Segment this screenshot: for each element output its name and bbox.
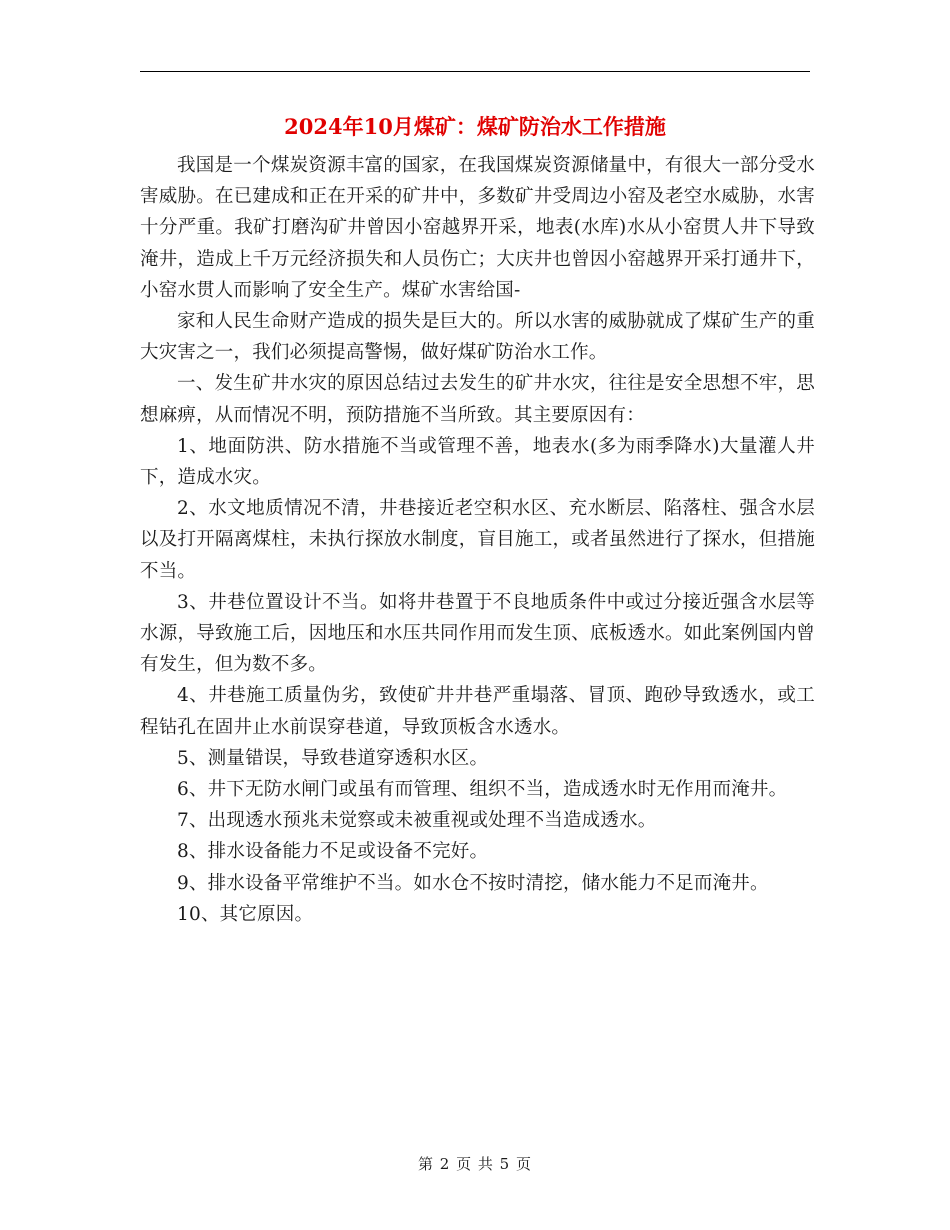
paragraph-intro-continued: 家和人民生命财产造成的损失是巨大的。所以水害的威胁就成了煤矿生产的重大灾害之一，我们必须提高警惕，做好煤矿防治水工作。 — [140, 311, 815, 364]
list-item-7: 7、出现透水预兆未觉察或未被重视或处理不当造成透水。 — [177, 810, 657, 832]
document-title: 2024年10月煤矿：煤矿防治水工作措施 — [284, 114, 666, 139]
list-item-2: 2、水文地质情况不清，井巷接近老空积水区、充水断层、陷落柱、强含水层以及打开隔离煤柱，未执行探放水制度，盲目施工，或者虽然进行了探水，但措施不当。 — [140, 498, 815, 582]
list-item-1: 1、地面防洪、防水措施不当或管理不善，地表水(多为雨季降水)大量灌人井下，造成水灾。 — [140, 435, 815, 489]
list-item-10: 10、其它原因。 — [177, 903, 314, 925]
header-rule — [140, 71, 810, 72]
list-item-5: 5、测量错误，导致巷道穿透积水区。 — [177, 747, 489, 769]
list-item-9: 9、排水设备平常维护不当。如水仓不按时清挖，储水能力不足而淹井。 — [177, 872, 769, 894]
list-item-6: 6、井下无防水闸门或虽有而管理、组织不当，造成透水时无作用而淹井。 — [177, 779, 788, 801]
paragraph-section-1: 一、发生矿井水灾的原因总结过去发生的矿井水灾，往往是安全思想不牢，思想麻痹，从而情况不明，预防措施不当所致。其主要原因有： — [140, 373, 815, 426]
document-body — [140, 150, 815, 930]
list-item-3: 3、井巷位置设计不当。如将井巷置于不良地质条件中或过分接近强含水层等水源，导致施工后，因地压和水压共同作用而发生顶、底板透水。如此案例国内曾有发生，但为数不多。 — [140, 591, 815, 676]
list-item-8: 8、排水设备能力不足或设备不完好。 — [177, 841, 489, 863]
page-footer — [0, 1153, 950, 1174]
list-item-4: 4、井巷施工质量伪劣，致使矿井井巷严重塌落、冒顶、跑砂导致透水，或工程钻孔在固井止水前误穿巷道，导致顶板含水透水。 — [140, 685, 815, 738]
paragraph-intro: 我国是一个煤炭资源丰富的国家，在我国煤炭资源储量中，有很大一部分受水害威胁。在已建成和正在开采的矿井中，多数矿井受周边小窑及老空水威胁，水害十分严重。我矿打磨沟矿井曾因小窑越界开采，地表(水库)水从小窑贯人井下导致淹井，造成上千万元经济损失和人员伤亡；大庆井也曾因小窑越界开采打通井下，小窑水贯人而影响了安全生产。煤矿水害给国- — [140, 155, 815, 301]
page-number: 第 2 页 共 5 页 — [418, 1155, 532, 1173]
